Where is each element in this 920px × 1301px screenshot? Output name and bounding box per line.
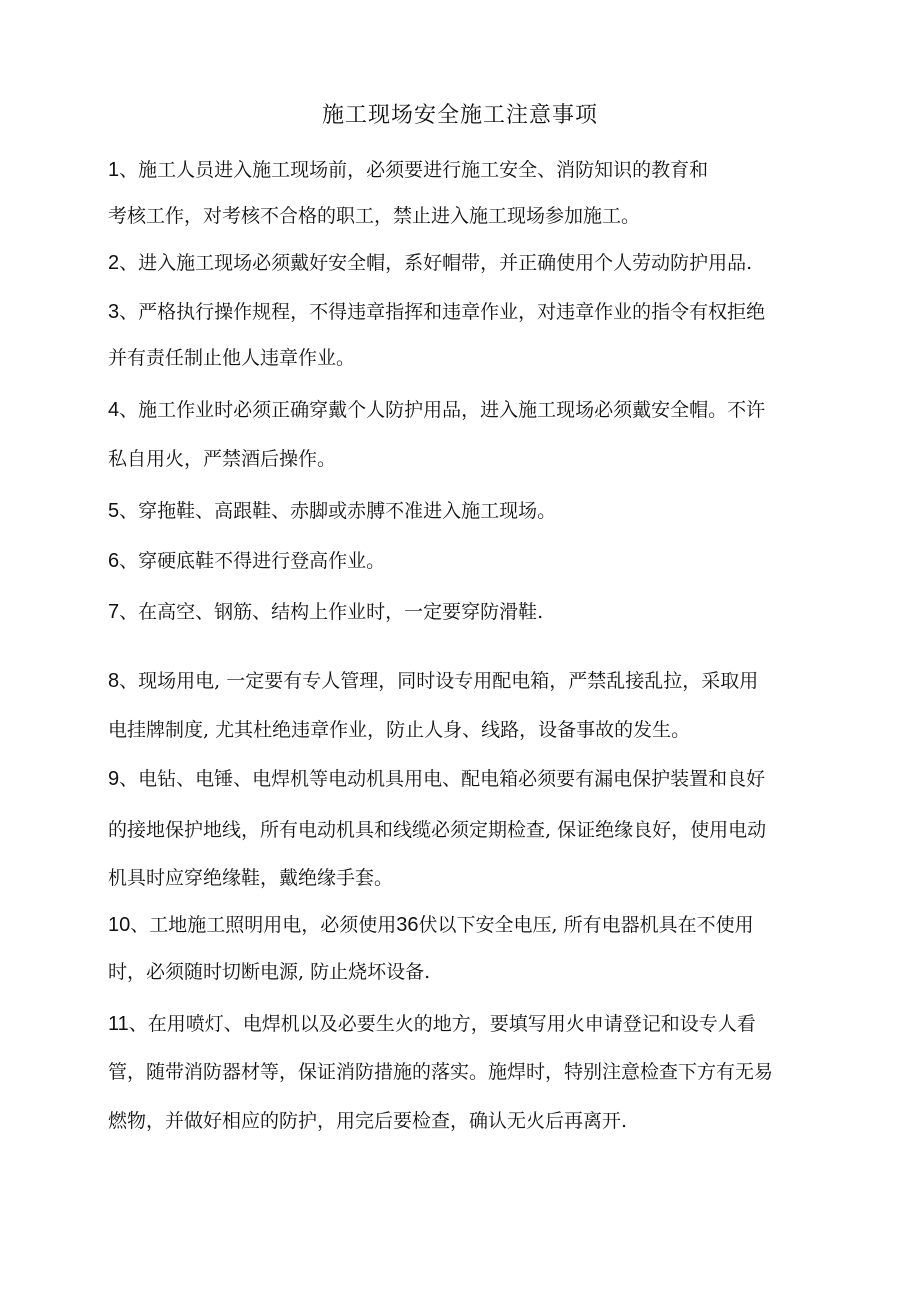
item-text: 、电钻、电锤、电焊机等电动机具用电、配电箱必须要有漏电保护装置和良好 [119, 768, 766, 790]
item-number: 7 [108, 601, 120, 623]
item-4-line-1 [108, 398, 765, 422]
item-number: 1 [108, 159, 120, 181]
item-1-line-1 [108, 158, 708, 182]
item-8-line-1 [108, 669, 758, 693]
item-text: 考核工作，对考核不合格的职工，禁止进入施工现场参加施工。 [108, 205, 641, 227]
item-text: 、进入施工现场必须戴好安全帽，系好帽带，并正确使用个人劳动防护用品. [119, 252, 753, 274]
item-number: 2 [108, 252, 120, 274]
item-text-tail: 伏以下安全电压, 所有电器机具在不使用 [418, 914, 754, 936]
item-text: 电挂牌制度, 尤其杜绝违章作业，防止人身、线路，设备事故的发生。 [108, 719, 691, 741]
item-text: 、施工人员进入施工现场前，必须要进行施工安全、消防知识的教育和 [119, 159, 709, 181]
item-number: 3 [108, 301, 120, 323]
item-10-line-1 [108, 913, 754, 937]
item-3-line-1 [108, 300, 765, 324]
item-text: 、穿硬底鞋不得进行登高作业。 [119, 550, 386, 572]
item-text: 、在高空、钢筋、结构上作业时，一定要穿防滑鞋. [119, 601, 544, 623]
item-text: 管，随带消防器材等，保证消防措施的落实。施焊时，特别注意检查下方有无易 [108, 1061, 774, 1083]
item-text: 、现场用电, 一定要有专人管理，同时设专用配电箱，严禁乱接乱拉，采取用 [119, 670, 759, 692]
item-10-line-2 [108, 960, 430, 984]
item-number: 4 [108, 399, 120, 421]
item-text: 、工地施工照明用电，必须使用 [130, 914, 397, 936]
item-text: 、穿拖鞋、高跟鞋、赤脚或赤膊不准进入施工现场。 [119, 500, 557, 522]
item-5-line-1 [108, 499, 556, 523]
item-9-line-2 [108, 818, 766, 842]
item-number: 6 [108, 550, 120, 572]
item-number: 11 [108, 1013, 129, 1035]
item-text: 、严格执行操作规程，不得违章指挥和违章作业，对违章作业的指令有权拒绝 [119, 301, 766, 323]
item-2-line-1 [108, 251, 752, 275]
item-8-line-2 [108, 718, 690, 742]
document-title: 施工现场安全施工注意事项 [321, 103, 598, 128]
item-number: 5 [108, 500, 120, 522]
item-text: 、施工作业时必须正确穿戴个人防护用品，进入施工现场必须戴安全帽。不许 [119, 399, 766, 421]
item-text: 、在用喷灯、电焊机以及必要生火的地方，要填写用火申请登记和设专人看 [128, 1013, 756, 1035]
item-9-line-1 [108, 767, 765, 791]
item-text: 燃物，并做好相应的防护，用完后要检查，确认无火后再离开. [108, 1110, 628, 1132]
item-text: 的接地保护地线，所有电动机具和线缆必须定期检查, 保证绝缘良好，使用电动 [108, 819, 767, 841]
voltage-value: 36 [396, 914, 419, 936]
item-number: 9 [108, 768, 120, 790]
item-6-line-1 [108, 549, 385, 573]
item-text: 时，必须随时切断电源, 防止烧坏设备. [108, 961, 431, 983]
item-7-line-1 [108, 600, 543, 624]
item-11-line-1 [108, 1012, 756, 1036]
item-11-line-3 [108, 1109, 627, 1133]
item-1-line-2 [108, 204, 640, 228]
item-text: 私自用火，严禁酒后操作。 [108, 448, 337, 470]
item-number: 8 [108, 670, 120, 692]
item-number: 10 [108, 914, 131, 936]
item-9-line-3 [108, 866, 393, 890]
item-3-line-2 [108, 346, 355, 370]
item-4-line-2 [108, 447, 336, 471]
item-text: 并有责任制止他人违章作业。 [108, 347, 356, 369]
item-11-line-2 [108, 1060, 773, 1084]
item-text: 机具时应穿绝缘鞋，戴绝缘手套。 [108, 867, 394, 889]
